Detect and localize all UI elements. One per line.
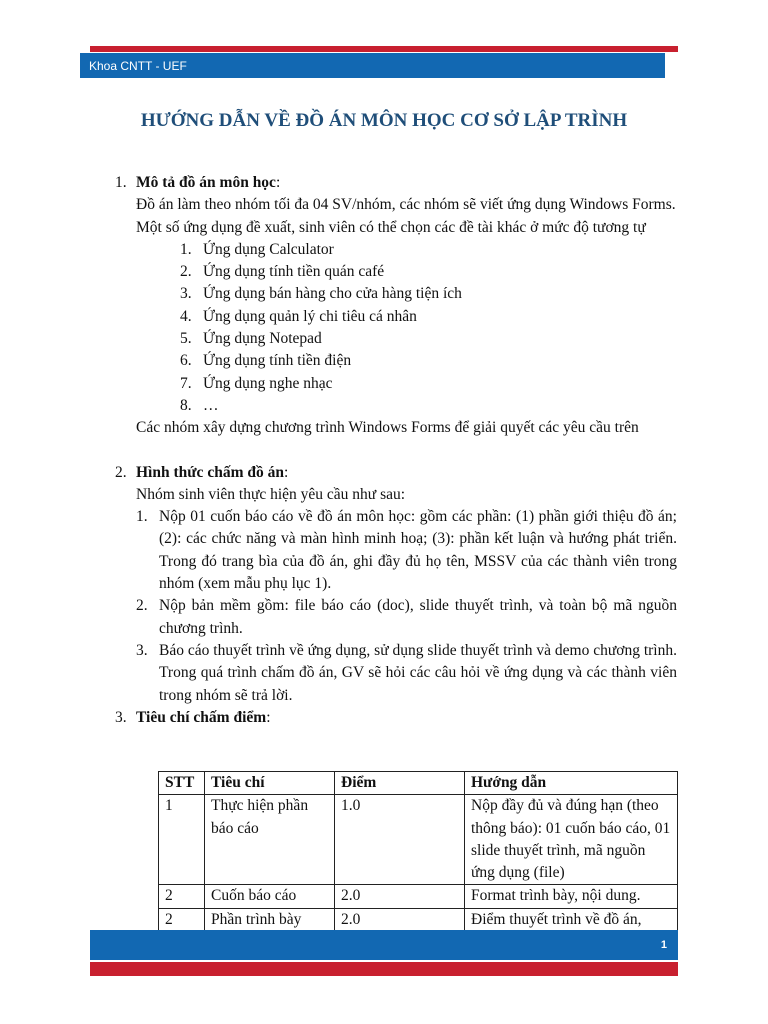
section-number: 1. [115,174,127,191]
section-heading: Tiêu chí chấm điểm: [136,708,271,726]
list-item: 3. Báo cáo thuyết trình về ứng dụng, sử dụng slide thuyết trình và demo chương trình. Trong quá trình chấm đồ án, GV sẽ hỏi các câu hỏi về ứng dụng và các thành viên trong nhóm sẽ trả lời. [136,641,677,704]
table-cell: Cuốn báo cáo [205,885,335,908]
section-number: 2. [115,463,127,481]
table-cell: Điểm thuyết trình về đồ án, [465,908,678,931]
list-item: 6. Ứng dụng tính tiền điện [180,352,352,370]
list-item: 7. Ứng dụng nghe nhạc [180,374,333,392]
section-heading: Hình thức chấm đồ án: [136,463,289,481]
table-cell: 2 [159,908,205,931]
suggested-apps-list [136,239,677,417]
list-item: 2. Nộp bản mềm gồm: file báo cáo (doc), slide thuyết trình, và toàn bộ mã nguồn chương trình. [136,597,677,637]
table-cell: Thực hiện phần báo cáo [205,795,335,885]
list-item: 1. Ứng dụng Calculator [180,240,334,258]
column-header: Điểm [335,772,465,795]
header-text: Khoa CNTT - UEF [89,59,187,73]
table-cell: Phần trình bày [205,908,335,931]
column-header: STT [159,772,205,795]
footer-blue-bar [90,930,678,960]
spacer [115,440,677,462]
table-row [159,885,678,908]
column-header: Tiêu chí [205,772,335,795]
table-cell: Nộp đầy đủ và đúng hạn (theo thông báo): 01 cuốn báo cáo, 01 slide thuyết trình, mã nguồn ứng dụng (file) [465,795,678,885]
page-number: 1 [660,939,667,951]
list-item: 4. Ứng dụng quản lý chi tiêu cá nhân [180,307,417,325]
section-1 [115,172,677,440]
section-number: 3. [115,708,127,726]
section-2 [115,462,677,707]
header-red-bar [90,46,678,52]
table-row [159,908,678,931]
section-paragraph: Đồ án làm theo nhóm tối đa 04 SV/nhóm, các nhóm sẽ viết ứng dụng Windows Forms. [136,196,676,214]
document-body [115,172,677,729]
footer-red-bar [90,962,678,976]
list-item: 2. Ứng dụng tính tiền quán café [180,263,385,281]
table-cell: 2.0 [335,885,465,908]
list-item: 1. Nộp 01 cuốn báo cáo về đồ án môn học: gồm các phần: (1) phần giới thiệu đồ án; (2): các chức năng và màn hình minh hoạ; (3): phần kết luận và hướng phát triển. Trong đó trang bìa của đồ án, ghi đầy đủ họ tên, MSSV của các thành viên trong nhóm (xem mẫu phụ lục 1). [136,508,677,593]
table-row [159,795,678,885]
table-cell: 1 [159,795,205,885]
section-paragraph: Nhóm sinh viên thực hiện yêu cầu như sau: [136,485,406,503]
table-header-row [159,772,678,795]
section-heading: Mô tả đồ án môn học: [136,174,281,191]
table-cell: 1.0 [335,795,465,885]
document-title: HƯỚNG DẪN VỀ ĐỒ ÁN MÔN HỌC CƠ SỞ LẬP TRÌNH [140,110,628,131]
column-header: Hướng dẫn [465,772,678,795]
section-paragraph: Các nhóm xây dựng chương trình Windows Forms để giải quyết các yêu cầu trên [136,419,639,437]
table-cell: 2 [159,885,205,908]
list-item: 3. Ứng dụng bán hàng cho cửa hàng tiện ích [180,285,462,303]
list-item: 8. … [180,396,219,414]
criteria-table [158,771,678,932]
list-item: 5. Ứng dụng Notepad [180,330,322,348]
table-cell: 2.0 [335,908,465,931]
section-3 [115,707,677,729]
grading-requirements-list [136,506,677,707]
section-paragraph: Một số ứng dụng đề xuất, sinh viên có thể chọn các đề tài khác ở mức độ tương tự [136,218,646,236]
table-cell: Format trình bày, nội dung. [465,885,678,908]
